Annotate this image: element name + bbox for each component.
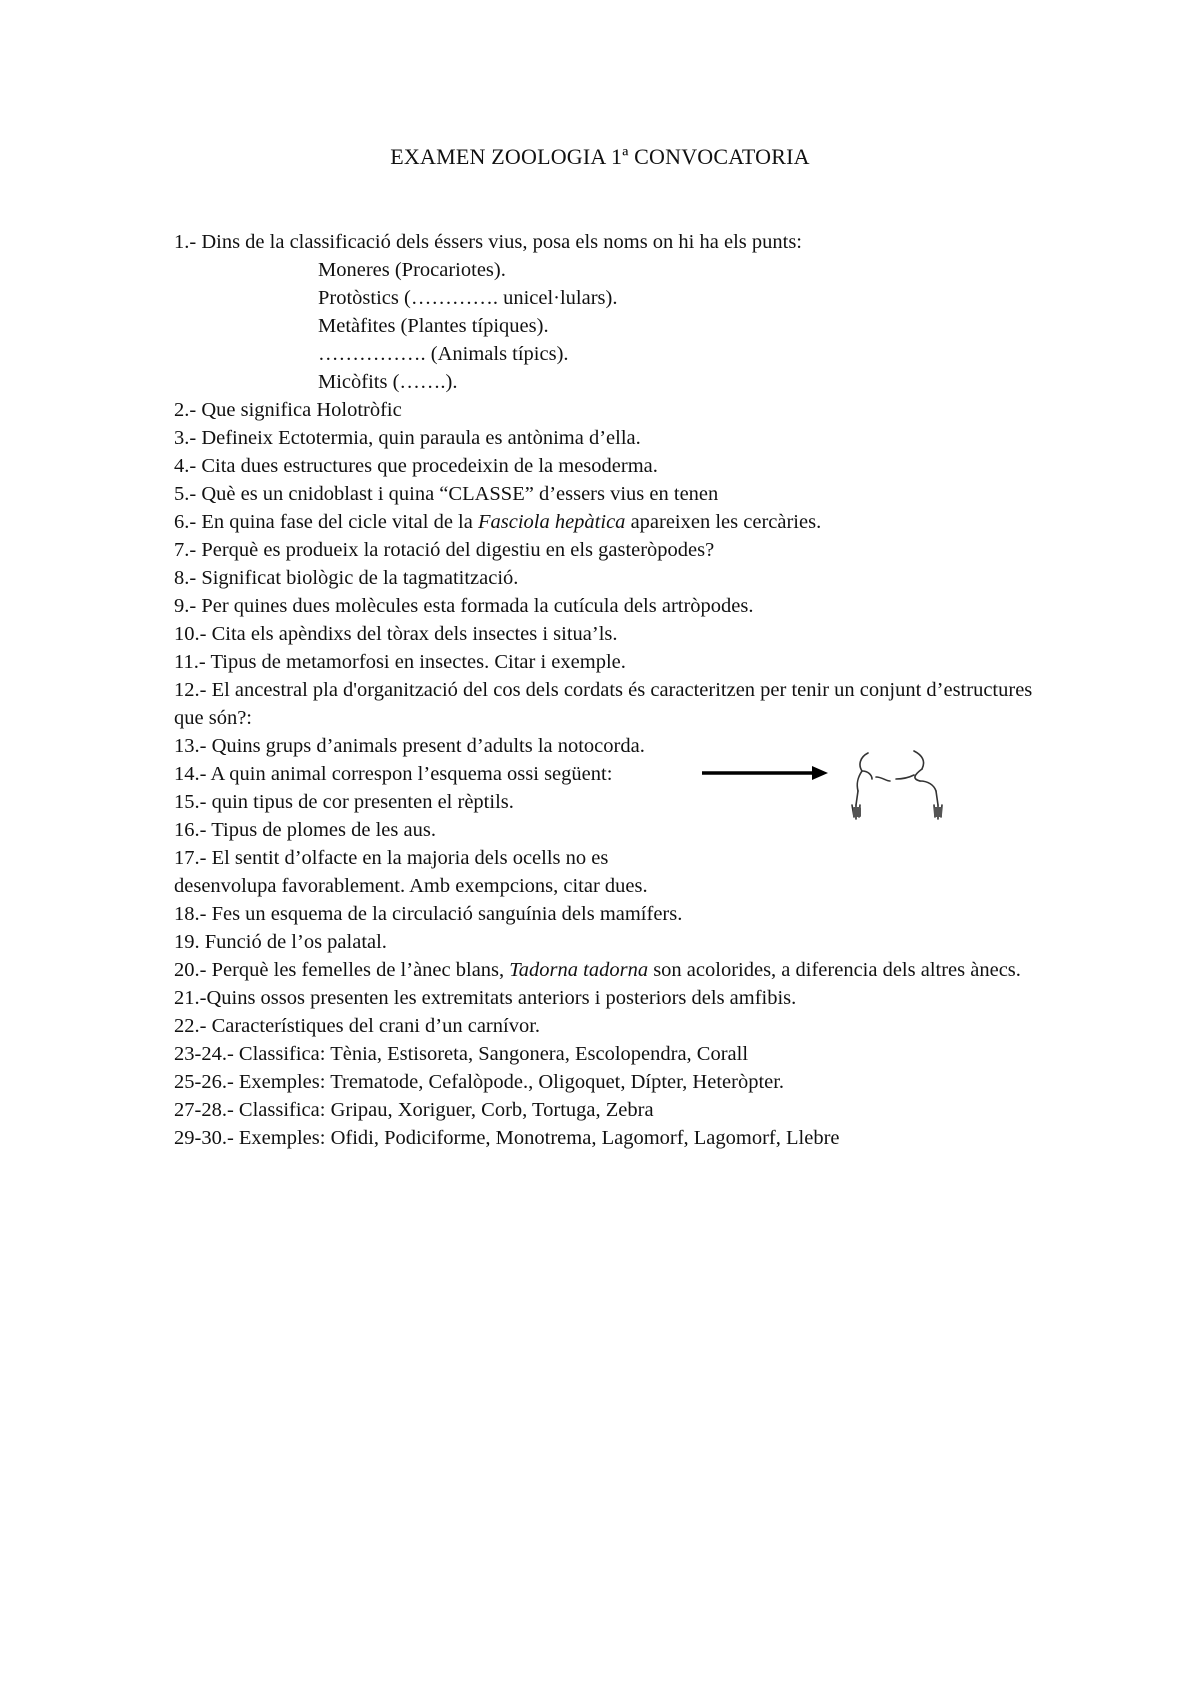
skeleton-sketch	[852, 751, 942, 819]
question-list	[174, 228, 1054, 1152]
species-name: Tadorna tadorna	[509, 959, 649, 981]
question-7: 7.- Perquè es produeix la rotació del digestiu en els gasteròpodes?	[174, 539, 715, 561]
question-27-28: 27-28.- Classifica: Gripau, Xoriguer, Corb, Tortuga, Zebra	[174, 1099, 654, 1121]
skeleton-figure	[700, 747, 960, 827]
question-10: 10.- Cita els apèndixs del tòrax dels insectes i situa’ls.	[174, 623, 618, 645]
question-13: 13.- Quins grups d’animals present d’adults la notocorda.	[174, 735, 645, 757]
question-6-text: 6.- En quina fase del cicle vital de la	[174, 511, 478, 533]
question-2: 2.- Que significa Holotròfic	[174, 399, 402, 421]
species-name: Fasciola hepàtica	[477, 511, 626, 533]
question-9: 9.- Per quines dues molècules esta formada la cutícula dels artròpodes.	[174, 595, 754, 617]
classification-item: Micòfits (…….).	[318, 371, 458, 393]
question-29-30: 29-30.- Exemples: Ofidi, Podiciforme, Monotrema, Lagomorf, Lagomorf, Llebre	[174, 1127, 840, 1149]
skeleton-feet	[853, 807, 942, 817]
question-25-26: 25-26.- Exemples: Trematode, Cefalòpode., Oligoquet, Dípter, Heteròpter.	[174, 1071, 785, 1093]
arrow-icon	[702, 766, 828, 780]
question-5: 5.- Què es un cnidoblast i quina “CLASSE” d’essers vius en tenen	[174, 483, 719, 505]
question-14: 14.- A quin animal correspon l’esquema ossi següent:	[174, 763, 613, 785]
classification-item: ……………. (Animals típics).	[318, 343, 569, 365]
question-6-text-end: apareixen les cercàries.	[625, 511, 822, 533]
question-16: 16.- Tipus de plomes de les aus.	[174, 819, 436, 841]
question-8: 8.- Significat biològic de la tagmatització.	[174, 567, 519, 589]
question-3: 3.- Defineix Ectotermia, quin paraula es antònima d’ella.	[174, 427, 641, 449]
classification-item: Metàfites (Plantes típiques).	[318, 315, 549, 337]
question-20-text-end: son acolorides, a diferencia dels altres ànecs.	[648, 959, 1021, 981]
exam-title: EXAMEN ZOOLOGIA 1ª CONVOCATORIA	[390, 144, 810, 169]
question-20-text: 20.- Perquè les femelles de l’ànec blans,	[174, 959, 510, 981]
question-23-24: 23-24.- Classifica: Tènia, Estisoreta, Sangonera, Escolopendra, Corall	[174, 1043, 749, 1065]
question-21: 21.-Quins ossos presenten les extremitats anteriors i posteriors dels amfibis.	[174, 987, 797, 1009]
question-18: 18.- Fes un esquema de la circulació sanguínia dels mamífers.	[174, 903, 683, 925]
question-11: 11.- Tipus de metamorfosi en insectes. Citar i exemple.	[174, 651, 626, 673]
question-15: 15.- quin tipus de cor presenten el rèptils.	[174, 791, 514, 813]
question-22: 22.- Característiques del crani d’un carnívor.	[174, 1015, 541, 1037]
question-6	[174, 508, 1054, 536]
question-4: 4.- Cita dues estructures que procedeixin de la mesoderma.	[174, 455, 658, 477]
classification-item: Moneres (Procariotes).	[318, 259, 506, 281]
question-19: 19. Funció de l’os palatal.	[174, 931, 387, 953]
classification-item: Protòstics (…………. unicel·lulars).	[318, 287, 618, 309]
question-17: 17.- El sentit d’olfacte en la majoria dels ocells no es	[174, 847, 609, 869]
question-1: 1.- Dins de la classificació dels éssers vius, posa els noms on hi ha els punts:	[174, 231, 802, 253]
question-20	[174, 956, 1054, 984]
question-12: 12.- El ancestral pla d'organització del cos dels cordats és caracteritzen per tenir un conjunt d’estructures que són?:	[174, 679, 1033, 729]
question-17-continued: desenvolupa favorablement. Amb exempcions, citar dues.	[174, 875, 648, 897]
